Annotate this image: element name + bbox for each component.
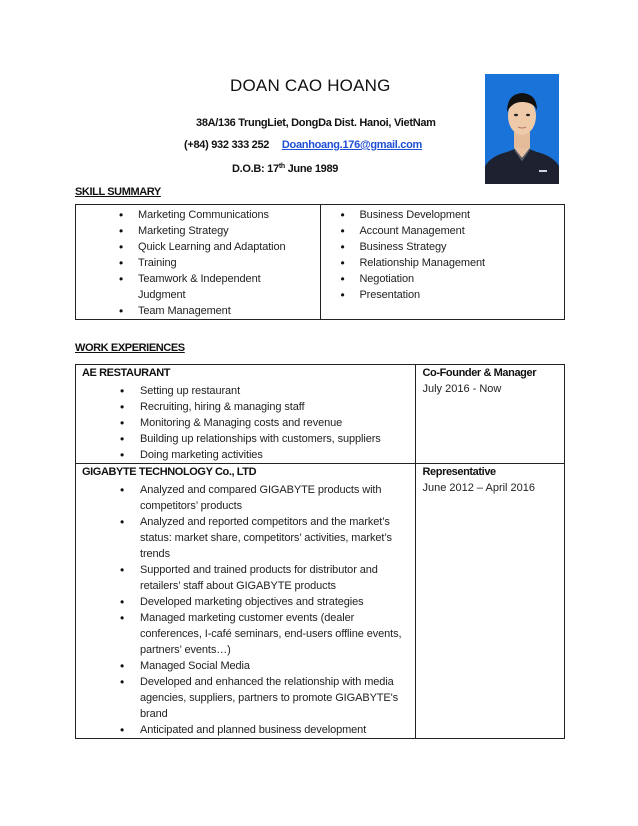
duty-item: • Monitoring & Managing costs and revenue (76, 415, 415, 431)
company-name: GIGABYTE TECHNOLOGY Co., LTD (82, 466, 257, 478)
company-name: AE RESTAURANT (82, 367, 171, 379)
duty-item: • Building up relationships with customers, suppliers (76, 431, 415, 447)
skills-table (75, 204, 565, 320)
candidate-name: DOAN CAO HOANG (230, 76, 391, 95)
profile-photo (485, 74, 559, 184)
skill-item: • Marketing Communications (76, 207, 320, 223)
duty-item: • Analyzed and compared GIGABYTE products with competitors’ products (76, 482, 415, 514)
skill-summary-heading: SKILL SUMMARY (75, 186, 161, 198)
job-row (76, 365, 565, 464)
skill-item: • Team Management (76, 303, 320, 319)
date-of-birth (232, 163, 338, 175)
skill-item: • Relationship Management (321, 255, 564, 271)
skill-item: • Teamwork & Independent Judgment (76, 271, 288, 303)
job-details (76, 464, 416, 739)
contact-line (184, 139, 422, 151)
skills-column-right (321, 205, 565, 320)
duty-item: • Analyzed and reported competitors and the market’s status: market share, competitors’ activities, market’s trends (76, 514, 415, 562)
duty-item: • Doing marketing activities (76, 447, 415, 463)
duty-item: • Managed Social Media (76, 658, 415, 674)
dob-ordinal: th (278, 163, 285, 170)
skills-column-left (76, 205, 321, 320)
job-role: Co-Founder & Manager (422, 367, 537, 379)
duty-item: • Supported and trained products for distributor and retailers’ staff about GIGABYTE products (76, 562, 415, 594)
duty-item: • Developed and enhanced the relationship with media agencies, suppliers, partners to promote GIGABYTE's brand (76, 674, 415, 722)
skill-item: • Account Management (321, 223, 564, 239)
duty-item: • Managed marketing customer events (dealer conferences, I-café seminars, end-users offline events, partners’ events…) (76, 610, 415, 658)
skill-item: • Negotiation (321, 271, 564, 287)
dob-suffix: June 1989 (284, 163, 339, 175)
skill-item: • Quick Learning and Adaptation (76, 239, 320, 255)
skill-item: • Presentation (321, 287, 564, 303)
phone-number: (+84) 932 333 252 (184, 139, 270, 151)
skill-item: • Marketing Strategy (76, 223, 320, 239)
job-row (76, 464, 565, 739)
skill-item: • Business Development (321, 207, 564, 223)
address: 38A/136 TrungLiet, DongDa Dist. Hanoi, VietNam (196, 117, 436, 129)
email-link[interactable]: Doanhoang.176@gmail.com (281, 139, 423, 151)
duty-item: • Setting up restaurant (76, 383, 415, 399)
duty-item: • Recruiting, hiring & managing staff (76, 399, 415, 415)
job-period: July 2016 - Now (422, 383, 502, 395)
job-details (76, 365, 416, 464)
dob-prefix: D.O.B: 17 (232, 163, 279, 175)
duty-item: • Anticipated and planned business development (76, 722, 415, 738)
work-table (75, 364, 565, 739)
duty-item: • Developed marketing objectives and strategies (76, 594, 415, 610)
work-experiences-heading: WORK EXPERIENCES (75, 342, 185, 354)
job-role: Representative (422, 466, 496, 478)
skill-item: • Training (76, 255, 320, 271)
portrait-illustration (485, 74, 559, 184)
job-meta (416, 464, 565, 739)
job-period: June 2012 – April 2016 (422, 482, 536, 494)
skill-item: • Business Strategy (321, 239, 564, 255)
job-meta (416, 365, 565, 464)
